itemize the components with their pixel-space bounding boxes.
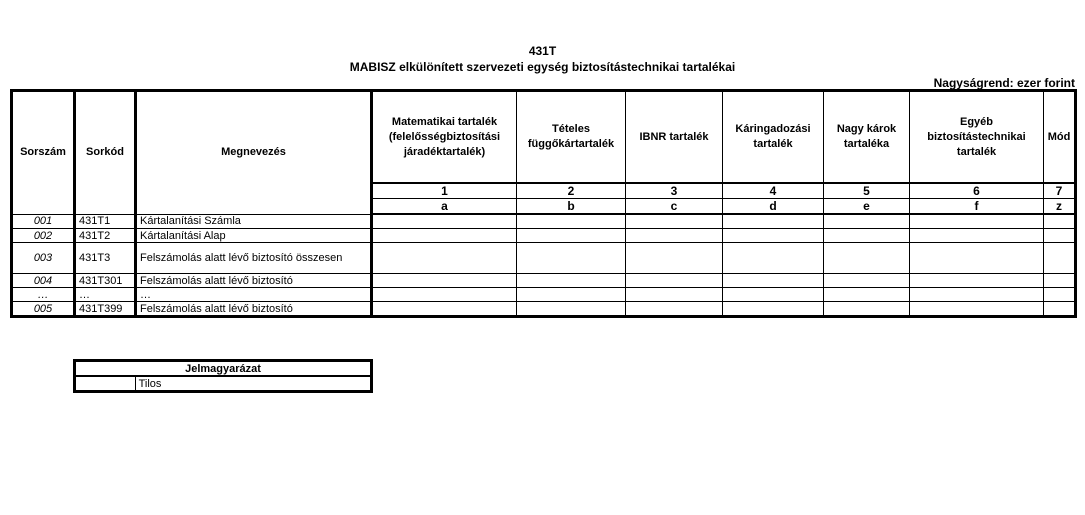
data-cell[interactable] (824, 302, 910, 317)
data-cell[interactable] (372, 288, 517, 302)
data-cell[interactable] (824, 229, 910, 243)
data-cell[interactable] (723, 302, 824, 317)
row-megnevezes: Felszámolás alatt lévő biztosító (136, 274, 372, 288)
col-letter: c (626, 199, 723, 215)
data-cell[interactable] (824, 243, 910, 274)
data-cell[interactable] (372, 229, 517, 243)
data-cell[interactable] (1044, 214, 1076, 229)
row-megnevezes: Felszámolás alatt lévő biztosító (136, 302, 372, 317)
legend-swatch (75, 376, 136, 392)
row-megnevezes: … (136, 288, 372, 302)
data-cell[interactable] (723, 229, 824, 243)
data-cell[interactable] (626, 288, 723, 302)
data-cell[interactable] (626, 243, 723, 274)
data-cell[interactable] (626, 274, 723, 288)
row-sorszam: 005 (12, 302, 75, 317)
header-sorszam: Sorszám (12, 91, 75, 215)
row-sorkod: 431T1 (75, 214, 136, 229)
col-number: 7 (1044, 183, 1076, 199)
header-col-3: IBNR tartalék (626, 91, 723, 184)
data-cell[interactable] (723, 288, 824, 302)
data-cell[interactable] (824, 288, 910, 302)
header-sorkod: Sorkód (75, 91, 136, 215)
header-col-1: Matematikai tartalék (felelősségbiztosítási járadéktartalék) (372, 91, 517, 184)
row-sorszam: 001 (12, 214, 75, 229)
form-code: 431T (528, 44, 557, 58)
legend-label: Tilos (135, 376, 371, 392)
table-row (12, 214, 1076, 229)
row-sorkod: … (75, 288, 136, 302)
row-megnevezes: Kártalanítási Alap (136, 229, 372, 243)
col-number: 6 (910, 183, 1044, 199)
row-sorszam: … (12, 288, 75, 302)
data-cell[interactable] (517, 229, 626, 243)
data-cell[interactable] (372, 302, 517, 317)
data-cell[interactable] (824, 274, 910, 288)
data-cell[interactable] (626, 302, 723, 317)
data-cell[interactable] (1044, 302, 1076, 317)
data-cell[interactable] (517, 274, 626, 288)
row-sorkod: 431T301 (75, 274, 136, 288)
row-sorszam: 004 (12, 274, 75, 288)
data-cell[interactable] (910, 302, 1044, 317)
data-cell[interactable] (910, 243, 1044, 274)
col-number: 5 (824, 183, 910, 199)
table-row (12, 302, 1076, 317)
col-letter: d (723, 199, 824, 215)
data-cell[interactable] (1044, 288, 1076, 302)
header-col-5: Nagy károk tartaléka (824, 91, 910, 184)
table-row (12, 229, 1076, 243)
row-sorkod: 431T3 (75, 243, 136, 274)
col-letter: z (1044, 199, 1076, 215)
col-number: 4 (723, 183, 824, 199)
data-cell[interactable] (626, 229, 723, 243)
col-number: 3 (626, 183, 723, 199)
col-letter: e (824, 199, 910, 215)
header-col-2: Tételes függőkártartalék (517, 91, 626, 184)
data-cell[interactable] (910, 229, 1044, 243)
data-cell[interactable] (723, 243, 824, 274)
legend-title: Jelmagyarázat (75, 361, 372, 377)
data-cell[interactable] (1044, 274, 1076, 288)
table-row (12, 243, 1076, 274)
col-letter: f (910, 199, 1044, 215)
header-megnevezes: Megnevezés (136, 91, 372, 215)
data-cell[interactable] (372, 274, 517, 288)
unit-label: Nagyságrend: ezer forint (933, 76, 1075, 90)
data-cell[interactable] (824, 214, 910, 229)
form-title: MABISZ elkülönített szervezeti egység biztosítástechnikai tartalékai (349, 60, 736, 74)
legend-table (73, 359, 373, 393)
row-sorkod: 431T2 (75, 229, 136, 243)
col-letter: b (517, 199, 626, 215)
row-megnevezes: Kártalanítási Számla (136, 214, 372, 229)
data-cell[interactable] (517, 288, 626, 302)
col-number: 2 (517, 183, 626, 199)
table-row (12, 288, 1076, 302)
header-col-7: Mód (1044, 91, 1076, 184)
data-cell[interactable] (723, 274, 824, 288)
col-number: 1 (372, 183, 517, 199)
data-cell[interactable] (517, 243, 626, 274)
col-letter: a (372, 199, 517, 215)
data-cell[interactable] (910, 288, 1044, 302)
row-sorszam: 003 (12, 243, 75, 274)
table-row (12, 274, 1076, 288)
header-col-4: Káringadozási tartalék (723, 91, 824, 184)
reserves-table (10, 89, 1077, 318)
row-sorszam: 002 (12, 229, 75, 243)
data-cell[interactable] (372, 214, 517, 229)
data-cell[interactable] (1044, 229, 1076, 243)
header-col-6: Egyéb biztosítástechnikai tartalék (910, 91, 1044, 184)
row-sorkod: 431T399 (75, 302, 136, 317)
data-cell[interactable] (372, 243, 517, 274)
row-megnevezes: Felszámolás alatt lévő biztosító összesen (136, 243, 372, 274)
data-cell[interactable] (910, 214, 1044, 229)
data-cell[interactable] (910, 274, 1044, 288)
data-cell[interactable] (723, 214, 824, 229)
data-cell[interactable] (517, 214, 626, 229)
data-cell[interactable] (626, 214, 723, 229)
data-cell[interactable] (1044, 243, 1076, 274)
data-cell[interactable] (517, 302, 626, 317)
